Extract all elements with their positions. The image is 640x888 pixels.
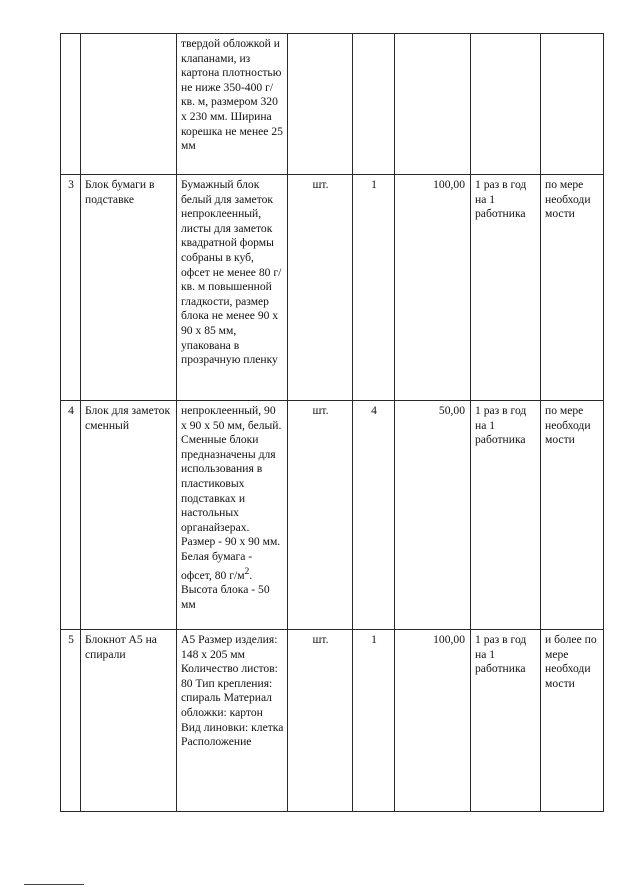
item-quantity [353,34,395,175]
item-name: Блок бумаги в подставке [81,175,177,401]
item-price [395,34,471,175]
item-name: Блокнот А5 на спирали [81,630,177,812]
row-number: 4 [61,401,81,630]
item-description [177,401,288,630]
item-unit: шт. [288,630,353,812]
item-description: А5 Размер изделия: 148 х 205 мм Количество листов: 80 Тип крепления: спираль Материал обложки: картон Вид линовки: клетка Расположение [177,630,288,812]
footnote-separator-line [24,884,84,885]
item-term: и более по мере необходи мости [541,630,604,812]
item-quantity: 1 [353,630,395,812]
item-term [541,34,604,175]
unit-exponent: 2 [244,565,250,577]
item-norm: 1 раз в год на 1 работника [471,630,541,812]
row-number [61,34,81,175]
item-description: Бумажный блок белый для заметок непроклеенный, листы для заметок квадратной формы собраны в куб, офсет не менее 80 г/кв. м повышенной гладкости, размер блока не менее 90 х 90 х 85 мм, упакована в прозрачную пленку [177,175,288,401]
item-unit: шт. [288,175,353,401]
item-quantity: 4 [353,401,395,630]
item-price: 100,00 [395,630,471,812]
row-number: 5 [61,630,81,812]
item-price: 100,00 [395,175,471,401]
item-term: по мере необходи мости [541,401,604,630]
item-name [81,34,177,175]
item-unit [288,34,353,175]
item-norm: 1 раз в год на 1 работника [471,401,541,630]
description-main: непроклеенный, 90 х 90 х 50 мм, белый. Сменные блоки предназначены для использования в пластиковых подставках и настольных органайзерах. Размер - 90 х 90 мм. Белая бумага - офсет, 80 г/м [181,404,282,582]
table-row [61,175,604,401]
item-unit: шт. [288,401,353,630]
procurement-spec-table-page [60,33,603,813]
table-row [61,630,604,812]
item-norm [471,34,541,175]
item-description: твердой обложкой и клапанами, из картона плотностью не ниже 350-400 г/кв. м, размером 320 х 230 мм. Ширина корешка не менее 25 мм [177,34,288,175]
table-row [61,401,604,630]
item-norm: 1 раз в год на 1 работника [471,175,541,401]
item-term: по мере необходи мости [541,175,604,401]
row-number: 3 [61,175,81,401]
item-name: Блок для заметок сменный [81,401,177,630]
table-row [61,34,604,175]
description-tail: . Высота блока - 50 мм [181,568,270,611]
specification-table [60,33,604,812]
item-quantity: 1 [353,175,395,401]
item-price: 50,00 [395,401,471,630]
